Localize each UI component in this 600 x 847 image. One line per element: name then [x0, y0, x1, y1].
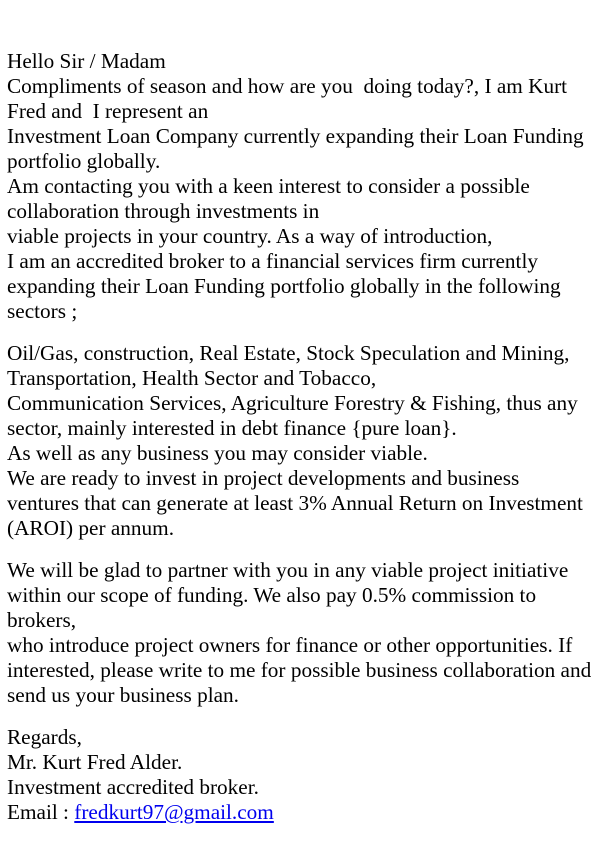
- text-line: As well as any business you may consider viable.: [7, 441, 428, 465]
- text-line: Communication Services, Agriculture Forestry & Fishing, thus any sector, mainly interested in debt finance {pure loan}.: [7, 391, 584, 440]
- paragraph-partnership: [7, 558, 595, 708]
- paragraph-signature: [7, 725, 595, 825]
- email-link[interactable]: fredkurt97@gmail.com: [74, 800, 274, 824]
- signature-regards: Regards,: [7, 725, 82, 749]
- text-line: Hello Sir / Madam: [7, 49, 166, 73]
- text-line: We are ready to invest in project developments and business ventures that can generate at least 3% Annual Return on Investment (AROI) per annum.: [7, 466, 589, 540]
- paragraph-sectors: [7, 341, 595, 541]
- email-label: Email :: [7, 800, 75, 824]
- text-line: viable projects in your country. As a way of introduction,: [7, 224, 493, 248]
- text-line: Am contacting you with a keen interest to consider a possible collaboration through investments in: [7, 174, 536, 223]
- text-line: who introduce project owners for finance or other opportunities. If interested, please write to me for possible business collaboration and send us your business plan.: [7, 633, 597, 707]
- text-line: We will be glad to partner with you in any viable project initiative within our scope of funding. We also pay 0.5% commission to brokers,: [7, 558, 574, 632]
- text-line: Compliments of season and how are you doing today?, I am Kurt Fred and I represent an: [7, 74, 573, 123]
- signature-name: Mr. Kurt Fred Alder.: [7, 750, 183, 774]
- text-line: Oil/Gas, construction, Real Estate, Stock Speculation and Mining, Transportation, Health Sector and Tobacco,: [7, 341, 575, 390]
- email-contact-line: [7, 800, 595, 825]
- text-line: I am an accredited broker to a financial services firm currently expanding their Loan Funding portfolio globally in the following sectors ;: [7, 249, 566, 323]
- paragraph-intro: [7, 49, 595, 324]
- signature-role: Investment accredited broker.: [7, 775, 259, 799]
- text-line: Investment Loan Company currently expanding their Loan Funding portfolio globally.: [7, 124, 589, 173]
